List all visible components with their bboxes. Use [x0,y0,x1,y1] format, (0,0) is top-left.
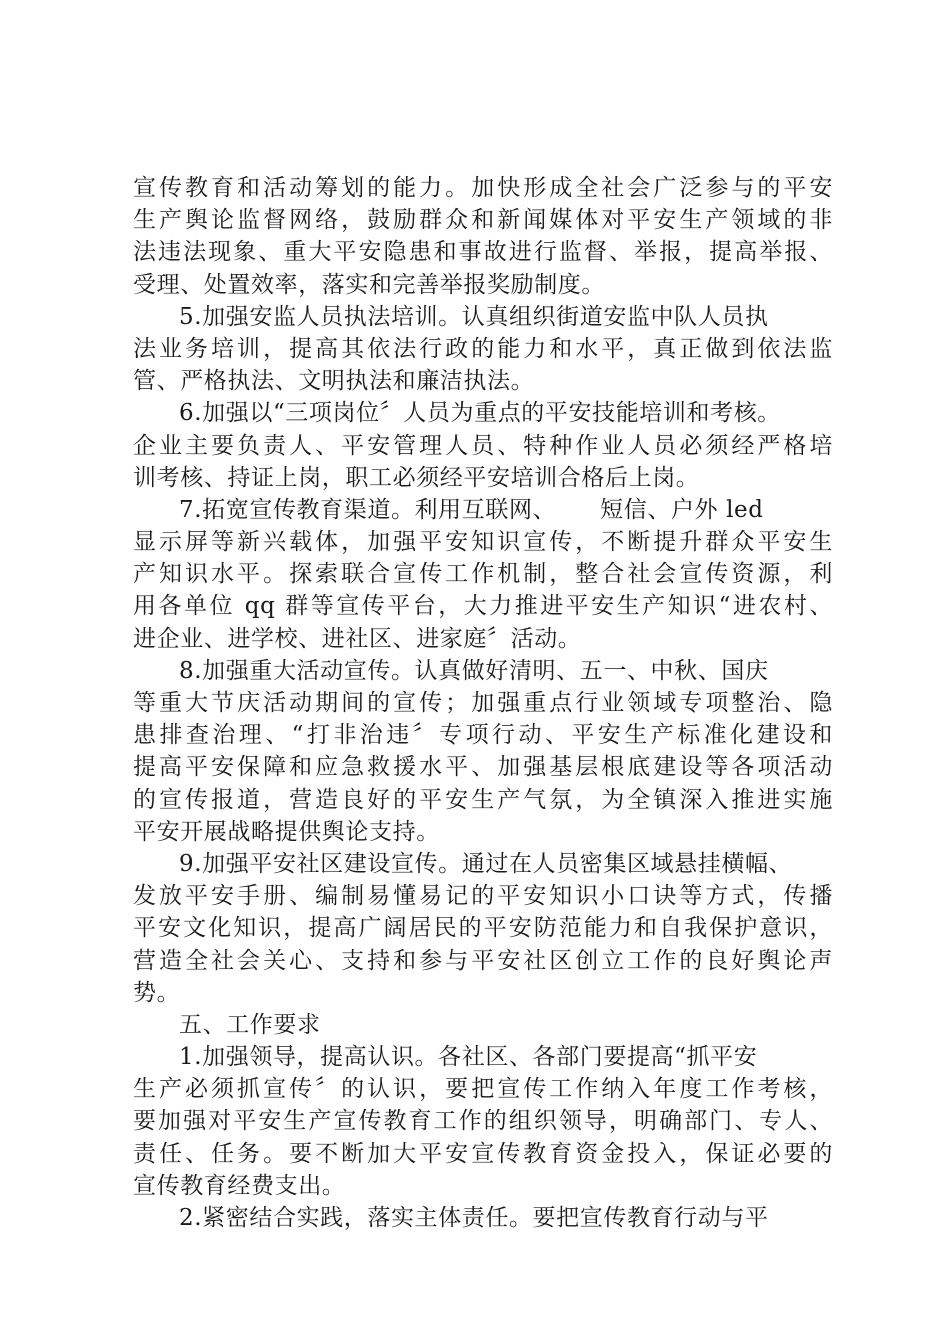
list-item-5: 5.加强安监人员执法培训。认真组织街道安监中队人员执 [179,303,769,330]
text-line: 宣传教育和活动筹划的能力。加快形成全社会广泛参与的平安 [133,175,833,201]
text-line: 法业务培训，提高其依法行政的能力和水平，真正做到依法监 [133,335,833,362]
text-segment: 7.拓宽宣传教育渠道。利用互联网、 [179,496,557,523]
text-segment: 短信、户外 led [600,496,764,523]
document-body [133,172,833,1234]
text-line: 发放平安手册、编制易懂易记的平安知识小口诀等方式，传播 [133,883,833,910]
list-item-1: 1.加强领导，提高认识。各社区、各部门要提高“抓平安 [179,1044,758,1071]
list-item-2: 2.紧密结合实践，落实主体责任。要把宣传教育行动与平 [179,1205,769,1231]
text-line: 的宣传报道，营造良好的平安生产气氛，为全镇深入推进实施 [133,786,833,813]
text-line: 企业主要负责人、平安管理人员、特种作业人员必须经严格培 [133,432,833,459]
text-line: 管、严格执法、文明执法和廉洁执法。 [133,368,535,395]
text-line: 产知识水平。探索联合宣传工作机制，整合社会宣传资源，利 [133,561,833,588]
text-line: 生产必须抓宣传〞的认识，要把宣传工作纳入年度工作考核， [133,1076,833,1103]
text-line: 显示屏等新兴载体，加强平安知识宣传，不断提升群众平安生 [133,529,833,556]
text-line: 平安开展战略提供舆论支持。 [133,818,440,845]
text-line: 等重大节庆活动期间的宣传；加强重点行业领域专项整治、隐 [133,690,833,716]
text-line: 势。 [133,979,181,1006]
list-item-6: 6.加强以“三项岗位〞人员为重点的平安技能培训和考核。 [179,400,781,427]
list-item-8: 8.加强重大活动宣传。认真做好清明、五一、中秋、国庆 [179,657,769,684]
text-line: 训考核、持证上岗，职工必须经平安培训合格后上岗。 [133,464,700,491]
text-line: 平安文化知识，提高广阔居民的平安防范能力和自我保护意识， [133,915,833,942]
text-line: 营造全社会关心、支持和参与平安社区创立工作的良好舆论声 [133,947,833,974]
section-heading: 五、工作要求 [179,1011,321,1038]
text-line: 法违法现象、重大平安隐患和事故进行监督、举报，提高举报、 [133,239,833,266]
text-line: 受理、处置效率，落实和完善举报奖励制度。 [133,271,605,298]
text-line: 宣传教育经费支出。 [133,1172,346,1199]
text-line: 进企业、进学校、进社区、进家庭〞活动。 [133,625,582,652]
text-line: 要加强对平安生产宣传教育工作的组织领导，明确部门、专人、 [133,1108,833,1135]
list-item-7 [133,494,833,526]
text-line: 提高平安保障和应急救援水平、加强基层根底建设等各项活动 [133,754,833,781]
list-item-9: 9.加强平安社区建设宣传。通过在人员密集区域悬挂横幅、 [179,850,793,877]
text-line: 患排查治理、“打非治违〞专项行动、平安生产标准化建设和 [133,722,833,749]
text-line: 生产舆论监督网络，鼓励群众和新闻媒体对平安生产领域的非 [133,207,833,234]
text-line: 责任、任务。要不断加大平安宣传教育资金投入，保证必要的 [133,1140,833,1167]
text-line: 用各单位 qq 群等宣传平台，大力推进平安生产知识“进农村、 [133,593,833,620]
